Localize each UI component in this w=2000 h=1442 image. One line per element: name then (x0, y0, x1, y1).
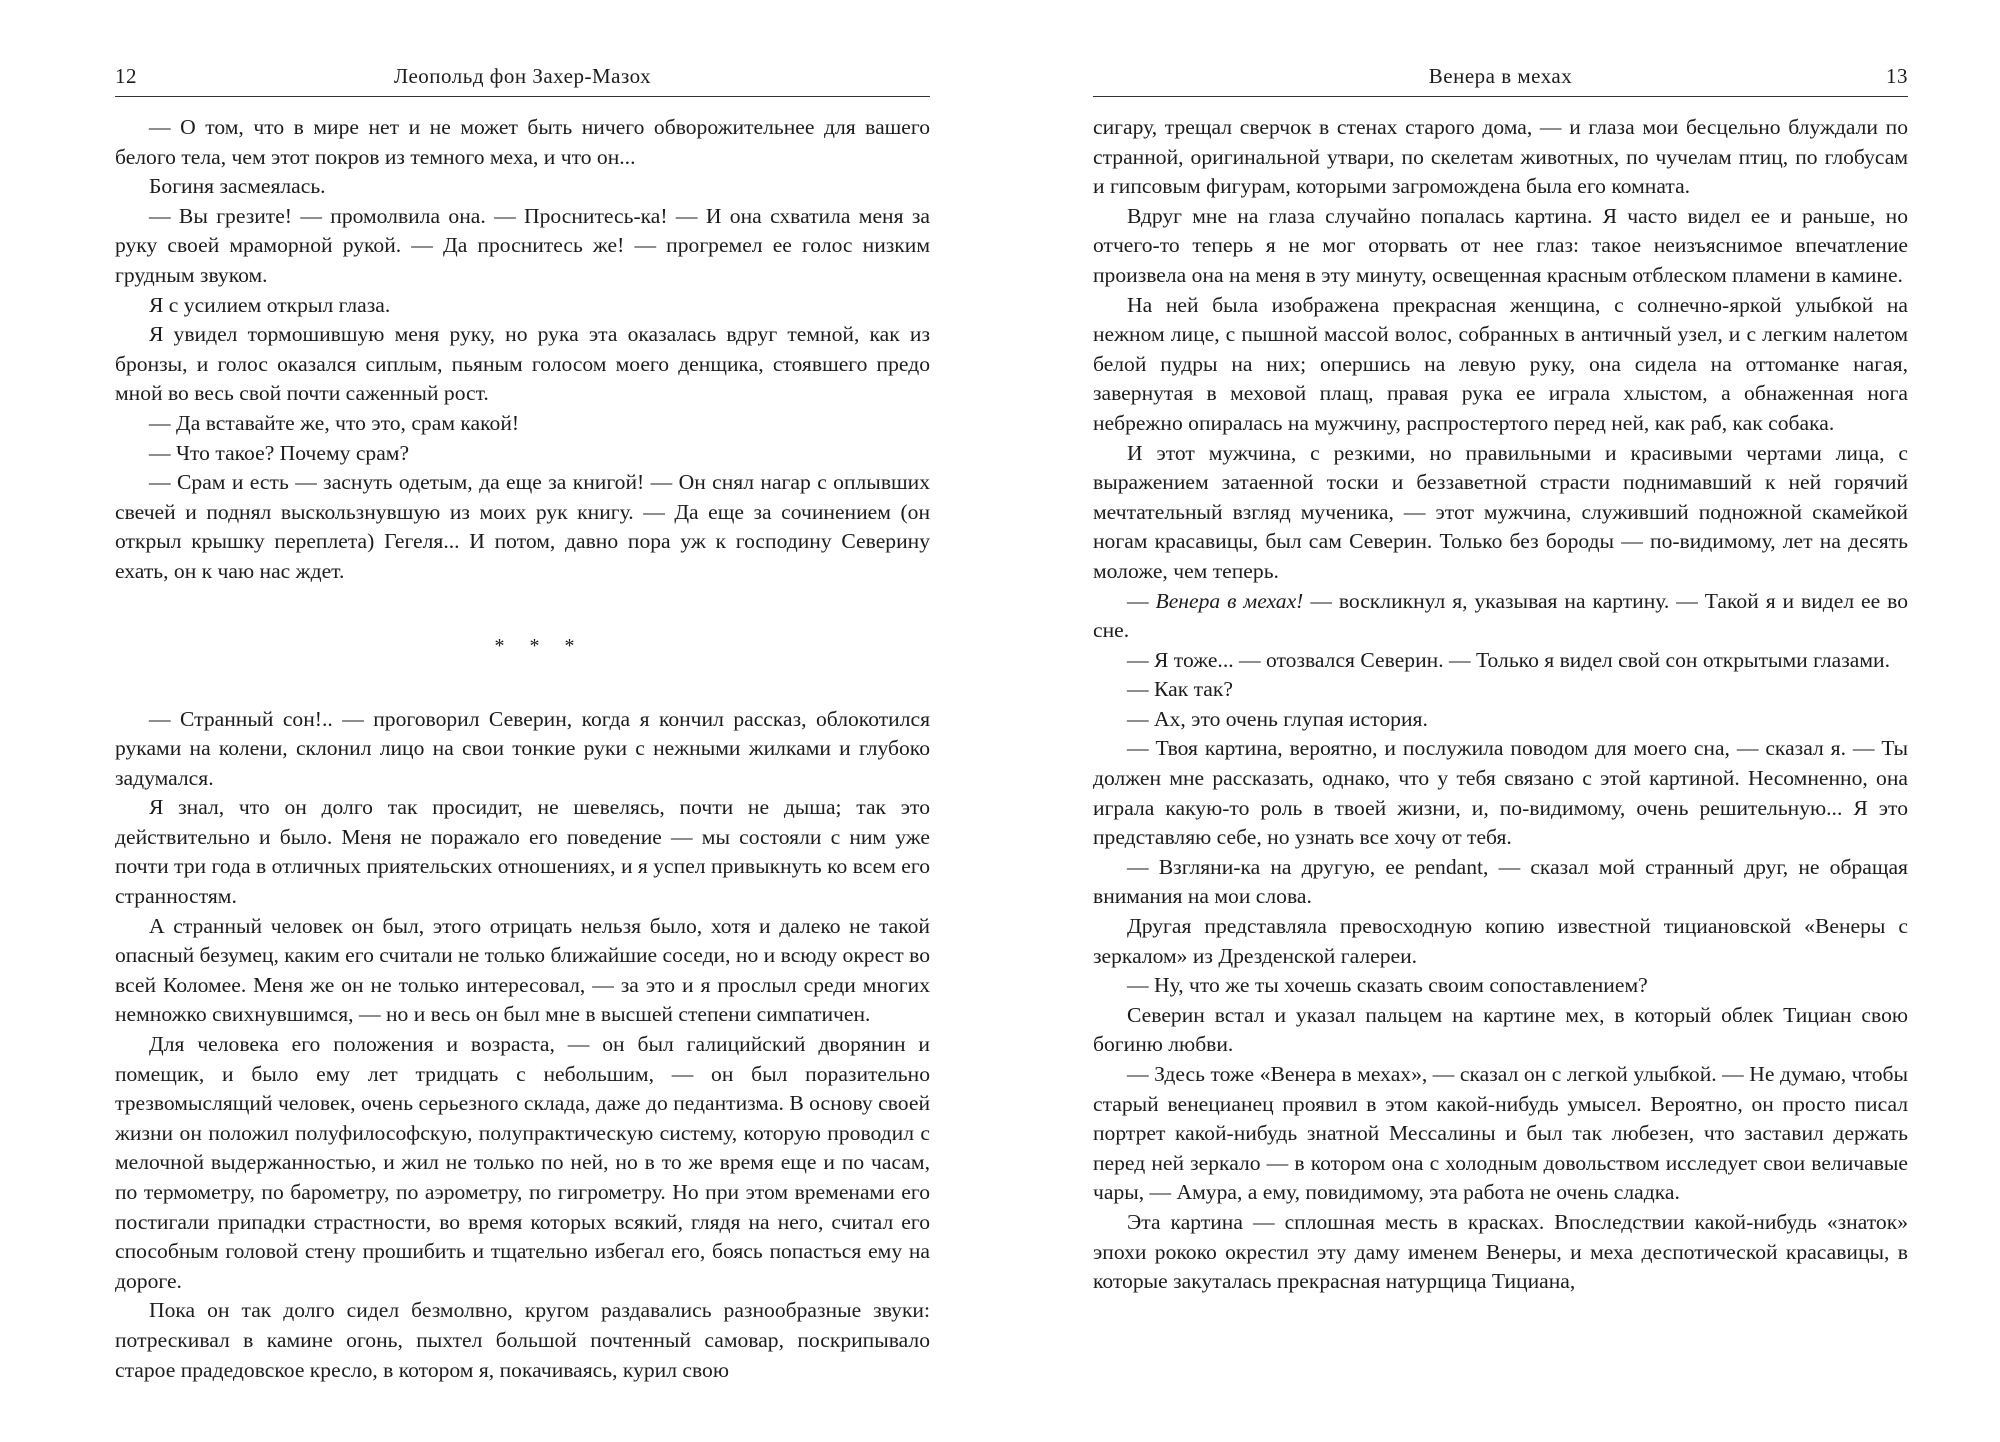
paragraph: Вдруг мне на глаза случайно попалась картина. Я часто видел ее и раньше, но отчего-то теперь я не мог оторвать от нее глаз: такое неизъяснимое впечатление произвела она на меня в эту минуту, освещенная красным отблеском пламени в камине. (1093, 203, 1908, 287)
italic-title: Венера в мехах! (1155, 588, 1304, 613)
paragraph: — Что такое? Почему срам? (149, 440, 410, 465)
paragraph: — Да вставайте же, что это, срам какой! (149, 410, 520, 435)
paragraph: — О том, что в мире нет и не может быть ничего обворожительнее для вашего белого тела, чем этот покров из темного меха, и что он... (115, 115, 930, 169)
paragraph: Я знал, что он долго так просидит, не шевелясь, почти не дыша; так это действительно и было. Меня не поражало его поведение — мы состояли с ним уже почти три года в отличных приятельских отношениях, и я успел привыкнуть ко всем его странностям. (115, 795, 930, 909)
left-running-title: Леопольд фон Захер-Мазох (393, 64, 652, 88)
paragraph-continued: сигару, трещал сверчок в стенах старого дома, — и глаза мои бесцельно блуждали по странной, оригинальной утвари, по скелетам животных, по чучелам птиц, по глобусам и гипсовым фигурам, которыми загромождена была его комната. (1093, 115, 1908, 199)
paragraph: Северин встал и указал пальцем на картине мех, в который облек Тициан свою богиню любви. (1093, 1002, 1908, 1057)
left-page (115, 0, 930, 1442)
paragraph: — Странный сон!.. — проговорил Северин, когда я кончил рассказ, облокотился руками на колени, склонил лицо на свои тонкие руки с нежными жилками и глубоко задумался. (115, 706, 930, 790)
right-running-head (1093, 64, 1908, 97)
paragraph: Для человека его положения и возраста, — он был галицийский дворянин и помещик, и было ему лет тридцать с небольшим, — он был поразительно трезвомыслящий человек, очень серьезного склада, даже до педантизма. В основу своей жизни он положил полуфилософскую, полупрактическую систему, которую проводил с мелочной выдержанностью, и жил не только по ней, но в то же время еще и по часам, по термометру, по барометру, по аэрометру, по гигрометру. Но при этом временами его постигали припадки страстности, во время которых всякий, глядя на него, считал его способным головой стену прошибить и тщательно избегал его, боясь попасться ему на дороге. (115, 1032, 930, 1293)
paragraph: Пока он так долго сидел безмолвно, кругом раздавались разнообразные звуки: потрескивал в камине огонь, пыхтел большой почтенный самовар, поскрипывало старое прадедовское кресло, в котором я, покачиваясь, курил свою (115, 1298, 930, 1382)
right-running-title: Венера в мехах (1428, 64, 1573, 88)
paragraph: — Ну, что же ты хочешь сказать своим сопоставлением? (1127, 973, 1648, 998)
paragraph: — Как так? (1127, 677, 1233, 702)
section-break: * * * (494, 634, 585, 657)
paragraph: На ней была изображена прекрасная женщина, с солнечно-яркой улыбкой на нежном лице, с пышной массой волос, собранных в античный узел, и с легким налетом белой пудры на них; опершись на левую руку, она сидела на оттоманке нагая, завернутая в меховой плащ, правая рука ее играла хлыстом, а обнаженная нога небрежно опиралась на мужчину, распростертого перед ней, как раб, как собака. (1093, 292, 1908, 435)
paragraph: — Взгляни-ка на другую, ее pendant, — сказал мой странный друг, не обращая внимания на мои слова. (1093, 854, 1908, 909)
paragraph (1093, 587, 1908, 646)
left-running-head (115, 64, 930, 97)
paragraph: — Твоя картина, вероятно, и послужила поводом для моего сна, — сказал я. — Ты должен мне рассказать, однако, что у тебя связано с этой картиной. Несомненно, она играла какую-то роль в твоей жизни, и, по-видимому, очень решительную... Я это представляю себе, но узнать все хочу от тебя. (1093, 736, 1908, 850)
paragraph: — Ах, это очень глупая история. (1127, 706, 1428, 731)
paragraph-text: — воскликнул я, указывая на картину. — Такой я и видел ее во сне. (1093, 588, 1908, 643)
paragraph: — Срам и есть — заснуть одетым, да еще за книгой! — Он снял нагар с оплывших свечей и поднял выскользнувшую из моих рук книгу. — Да еще за сочинением (он открыл крышку переплета) Гегеля... И потом, давно пора уж к господину Северину ехать, он к чаю нас ждет. (115, 470, 930, 583)
left-page-body (115, 113, 930, 1385)
paragraph: А странный человек он был, этого отрицать нельзя было, хотя и далеко не такой опасный безумец, каким его считали не только ближайшие соседи, но и всюду окрест во всей Коломее. Меня же он не только интересовал, — за это и я прослыл среди многих немножко свихнувшимся, — но и весь он был мне в высшей степени симпатичен. (115, 913, 930, 1027)
paragraph: — Вы грезите! — промолвила она. — Проснитесь-ка! — И она схватила меня за руку своей мраморной рукой. — Да проснитесь же! — прогремел ее голос низким грудным звуком. (115, 203, 930, 287)
paragraph: — Я тоже... — отозвался Северин. — Только я видел свой сон открытыми глазами. (1127, 647, 1890, 672)
right-page-body (1093, 113, 1908, 1297)
right-page (1093, 0, 1908, 1442)
right-page-number: 13 (1886, 64, 1908, 88)
dash: — (1127, 588, 1156, 613)
paragraph: Я с усилием открыл глаза. (149, 292, 391, 317)
paragraph: — Здесь тоже «Венера в мехах», — сказал он с легкой улыбкой. — Не думаю, чтобы старый венецианец проявил в этом какой-нибудь умысел. Вероятно, он просто писал портрет какой-нибудь знатной Мессалины и был так любезен, что заставил держать перед ней зеркало — в котором она с холодным довольством исследует свои величавые чары, — Амура, а ему, повидимому, эта работа не очень сладка. (1093, 1062, 1908, 1205)
paragraph: Богиня засмеялась. (149, 174, 326, 199)
left-page-number: 12 (115, 64, 137, 88)
paragraph: Эта картина — сплошная месть в красках. Впоследствии какой-нибудь «знаток» эпохи рококо окрестил эту даму именем Венеры, и меха деспотической красавицы, в которые закуталась прекрасная натурщица Тициана, (1093, 1209, 1908, 1294)
paragraph: Я увидел тормошившую меня руку, но рука эта оказалась вдруг темной, как из бронзы, и голос оказался сиплым, пьяным голосом моего денщика, стоявшего предо мной во весь свой почти саженный рост. (115, 322, 930, 406)
paragraph: И этот мужчина, с резкими, но правильными и красивыми чертами лица, с выражением затаенной тоски и беззаветной страсти поднимавший к ней горячий мечтательный взгляд мученика, — этот мужчина, служивший подножной скамейкой ногам красавицы, был сам Северин. Только без бороды — по-видимому, лет на десять моложе, чем теперь. (1093, 440, 1908, 583)
paragraph: Другая представляла превосходную копию известной тициановской «Венеры с зеркалом» из Дрезденской галереи. (1093, 914, 1908, 968)
